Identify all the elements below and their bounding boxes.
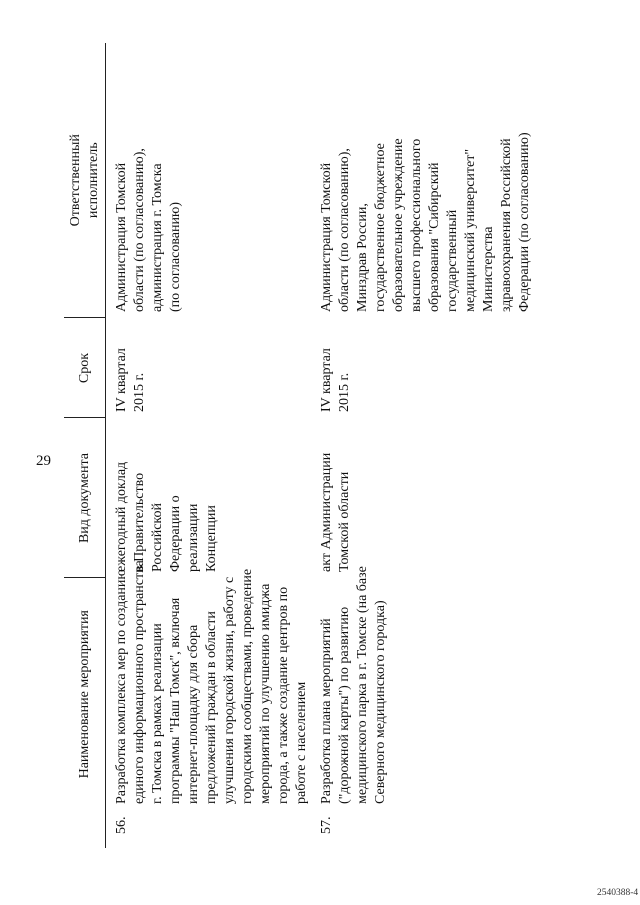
header-responsible-line2: исполнитель xyxy=(85,142,101,219)
document-type xyxy=(311,418,543,578)
document-type-line: реализации xyxy=(186,503,201,572)
measure-name-line: ("дорожной карты") по развитию xyxy=(337,606,352,804)
row-number: 57. xyxy=(319,816,334,834)
measures-table-rotated xyxy=(64,43,534,848)
header-term: Срок xyxy=(64,318,106,418)
responsible-line: области (по согласованию), xyxy=(132,148,147,312)
measure-name-line: интернет-площадку для сбора xyxy=(186,624,201,804)
responsible-line: государственный xyxy=(445,209,460,312)
term xyxy=(106,318,312,418)
measure-name-line: Разработка плана мероприятий xyxy=(319,618,334,804)
document-code: 2540388-4 xyxy=(597,888,639,898)
term-line: IV квартал xyxy=(319,348,334,412)
header-responsible xyxy=(64,43,106,318)
responsible-line: Минздрав России, xyxy=(355,203,370,312)
term xyxy=(311,318,543,418)
responsible-line: Федерации (по согласованию) xyxy=(517,132,532,312)
header-number xyxy=(64,810,106,848)
measure-name-line: медицинского парка в г. Томске (на базе xyxy=(355,566,370,804)
document-type-line: Концепции xyxy=(204,505,219,572)
document-type-line: Федерации о xyxy=(168,495,183,572)
measure-name xyxy=(311,566,543,810)
document-type-line: акт Администрации xyxy=(319,452,334,572)
document-type-line: Томской области xyxy=(337,471,352,572)
header-document-type: Вид документа xyxy=(64,418,106,578)
measure-name-line: единого информационного пространства xyxy=(132,560,147,804)
term-line: 2015 г. xyxy=(132,372,147,412)
responsible-line: (по согласованию) xyxy=(168,201,183,312)
responsible xyxy=(311,43,543,318)
measure-name-line: г. Томска в рамках реализации xyxy=(150,623,165,804)
responsible-line: образования "Сибирский xyxy=(427,162,442,312)
header-responsible-line1: Ответственный xyxy=(67,134,83,227)
table-row xyxy=(311,43,543,848)
term-line: IV квартал xyxy=(114,348,129,412)
measure-name xyxy=(106,560,312,810)
measures-table xyxy=(64,43,543,848)
responsible xyxy=(106,43,312,318)
responsible-line: администрация г. Томска xyxy=(150,163,165,312)
responsible-line: области (по согласованию), xyxy=(337,148,352,312)
measure-name-line: Северного медицинского городка) xyxy=(373,600,388,804)
responsible-line: государственное бюджетное xyxy=(373,143,388,312)
page-number: 29 xyxy=(36,453,51,469)
measure-name-line: Разработка комплекса мер по созданию xyxy=(114,569,129,804)
table-header-row xyxy=(64,43,106,848)
document-type-line: ежегодный доклад xyxy=(114,461,129,572)
measure-name-line: города, а также создание центров по xyxy=(276,586,291,804)
measure-name-line: программы "Наш Томск", включая xyxy=(168,597,183,804)
responsible-line: Министерства xyxy=(481,226,496,312)
measure-name-line: предложений граждан в области xyxy=(204,611,219,804)
measure-name-line: улучшения городской жизни, работу с xyxy=(222,576,237,804)
responsible-line: медицинский университет" xyxy=(463,148,478,312)
responsible-line: Администрация Томской xyxy=(114,162,129,312)
measure-name-line: мероприятий по улучшению имиджа xyxy=(258,583,273,804)
measure-name-line: работе с населением xyxy=(294,681,309,804)
term-line: 2015 г. xyxy=(337,372,352,412)
table-row xyxy=(106,43,312,848)
document-type xyxy=(106,418,312,578)
responsible-line: Администрация Томской xyxy=(319,162,334,312)
document-type-line: в Правительство xyxy=(132,472,147,572)
row-number: 56. xyxy=(114,816,129,834)
responsible-line: образовательное учреждение xyxy=(391,138,406,312)
header-name: Наименование мероприятия xyxy=(64,578,106,810)
measure-name-line: городскими сообществами, проведение xyxy=(240,568,255,804)
document-type-line: Российской xyxy=(150,503,165,572)
responsible-line: высшего профессионального xyxy=(409,138,424,312)
responsible-line: здравоохранения Российской xyxy=(499,138,514,312)
